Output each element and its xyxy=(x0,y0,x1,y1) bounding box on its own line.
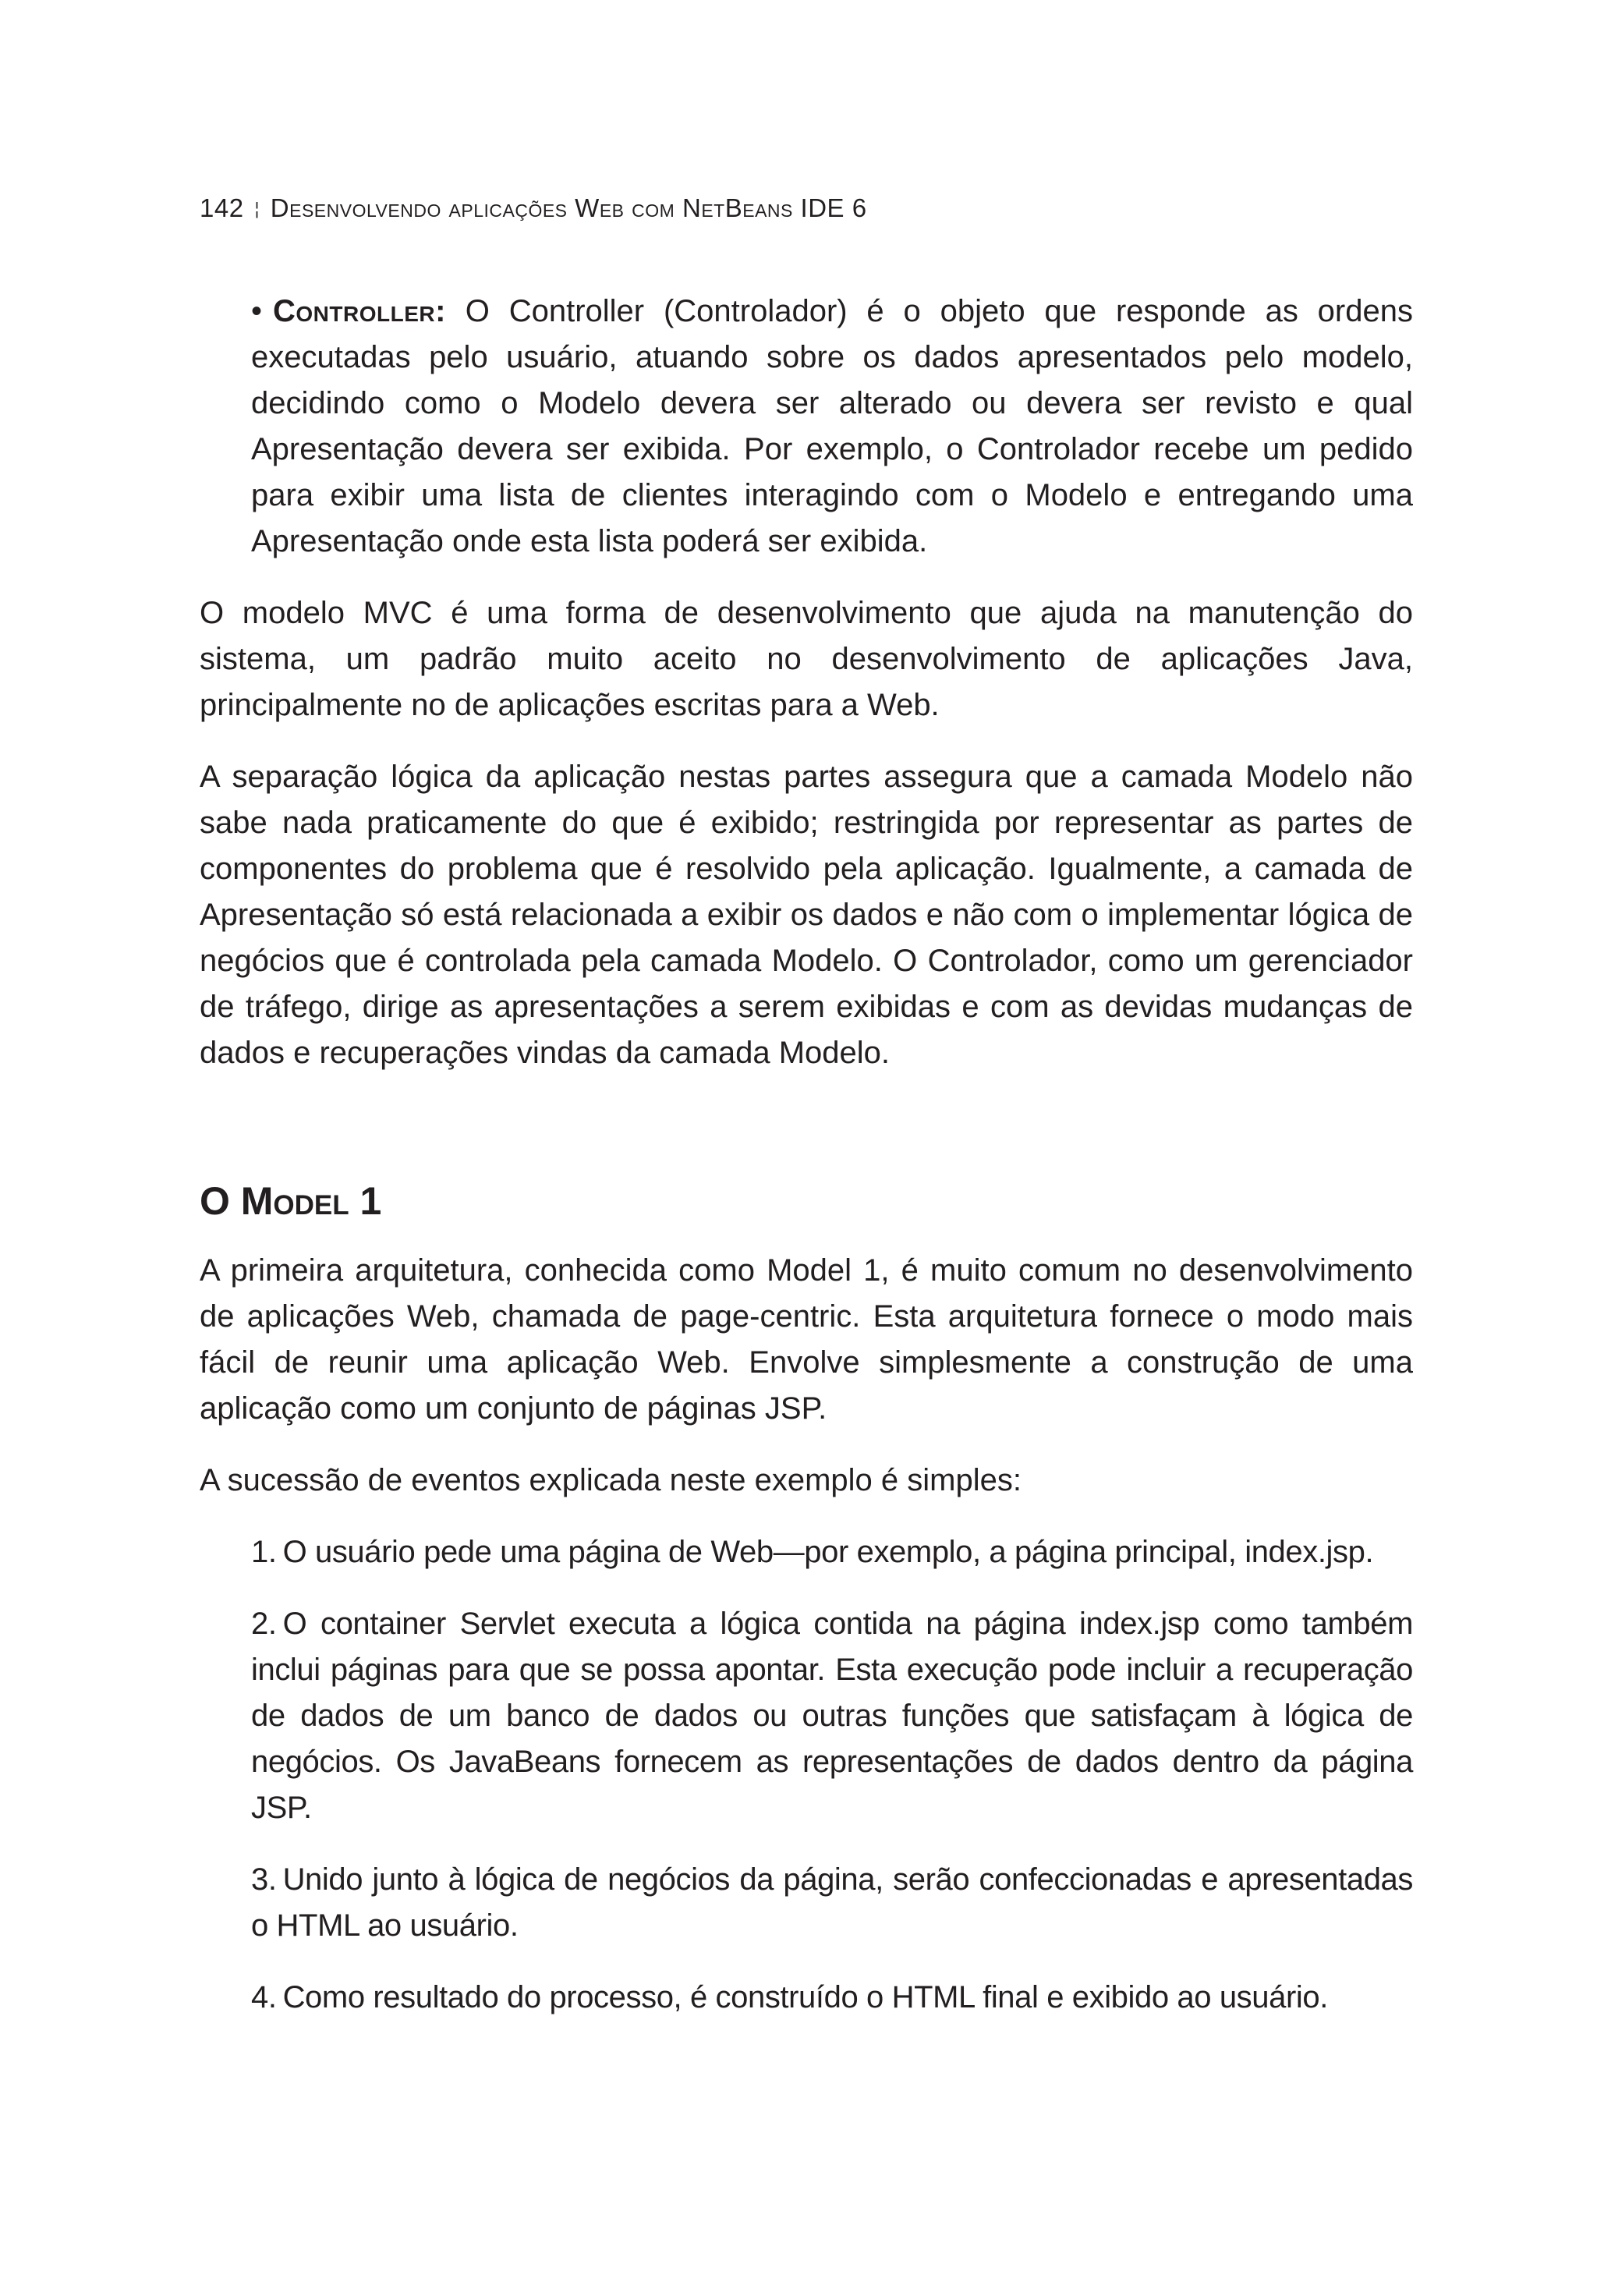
list-item-text: Como resultado do processo, é construído o HTML final e exibido ao usuário. xyxy=(282,1980,1328,2014)
list-item-text: O container Servlet executa a lógica contida na página index.jsp como também inclui páginas para que se possa apontar. Esta execução pode incluir a recuperação de dados de um banco de dados ou outras funções que satisfaçam à lógica de negócios. Os JavaBeans fornecem as representações de dados dentro da página JSP. xyxy=(251,1607,1413,1825)
page-number: 142 xyxy=(200,193,244,222)
list-item-number: 1. xyxy=(251,1535,277,1569)
book-title: Desenvolvendo aplicações Web com NetBeans IDE 6 xyxy=(270,193,867,222)
bullet-term: Controller: xyxy=(273,294,446,328)
list-item xyxy=(200,1975,1413,2021)
list-item-number: 3. xyxy=(251,1862,277,1897)
list-item-number: 2. xyxy=(251,1607,277,1641)
bullet-text: O Controller (Controlador) é o objeto que responde as ordens executadas pelo usuário, atuando sobre os dados apresentados pelo modelo, decidindo como o Modelo devera ser alterado ou devera ser revisto e qual Apresentação devera ser exibida. Por exemplo, o Controlador recebe um pedido para exibir uma lista de clientes interagindo com o Modelo e entregando uma Apresentação onde esta lista poderá ser exibida. xyxy=(251,294,1413,558)
section-heading: O Model 1 xyxy=(200,1179,382,1223)
header-separator: ¦ xyxy=(254,199,260,218)
paragraph-separation: A separação lógica da aplicação nestas partes assegura que a camada Modelo não sabe nada praticamente do que é exibido; restringida por representar as partes de componentes do problema que é resolvido pela aplicação. Igualmente, a camada de Apresentação só está relacionada a exibir os dados e não com o implementar lógica de negócios que é controlada pela camada Modelo. O Controlador, como um gerenciador de tráfego, dirige as apresentações a serem exibidas e com as devidas mudanças de dados e recuperações vindas da camada Modelo. xyxy=(200,760,1413,1070)
running-header xyxy=(200,193,867,223)
list-item xyxy=(200,1857,1413,1949)
controller-bullet xyxy=(200,289,1413,565)
paragraph-mvc: O modelo MVC é uma forma de desenvolvimento que ajuda na manutenção do sistema, um padrão muito aceito no desenvolvimento de aplicações Java, principalmente no de aplicações escritas para a Web. xyxy=(200,596,1413,722)
list-item-number: 4. xyxy=(251,1980,277,2014)
list-item-text: O usuário pede uma página de Web—por exemplo, a página principal, index.jsp. xyxy=(282,1535,1374,1569)
list-item xyxy=(200,1529,1413,1575)
paragraph-events: A sucessão de eventos explicada neste exemplo é simples: xyxy=(200,1463,1022,1497)
page-content xyxy=(200,289,1413,2046)
list-item-text: Unido junto à lógica de negócios da página, serão confeccionadas e apresentadas o HTML ao usuário. xyxy=(251,1862,1413,1943)
bullet-mark: • xyxy=(251,294,263,328)
paragraph-model1: A primeira arquitetura, conhecida como Model 1, é muito comum no desenvolvimento de aplicações Web, chamada de page-centric. Esta arquitetura fornece o modo mais fácil de reunir uma aplicação Web. Envolve simplesmente a construção de uma aplicação como um conjunto de páginas JSP. xyxy=(200,1253,1413,1426)
list-item xyxy=(200,1601,1413,1831)
